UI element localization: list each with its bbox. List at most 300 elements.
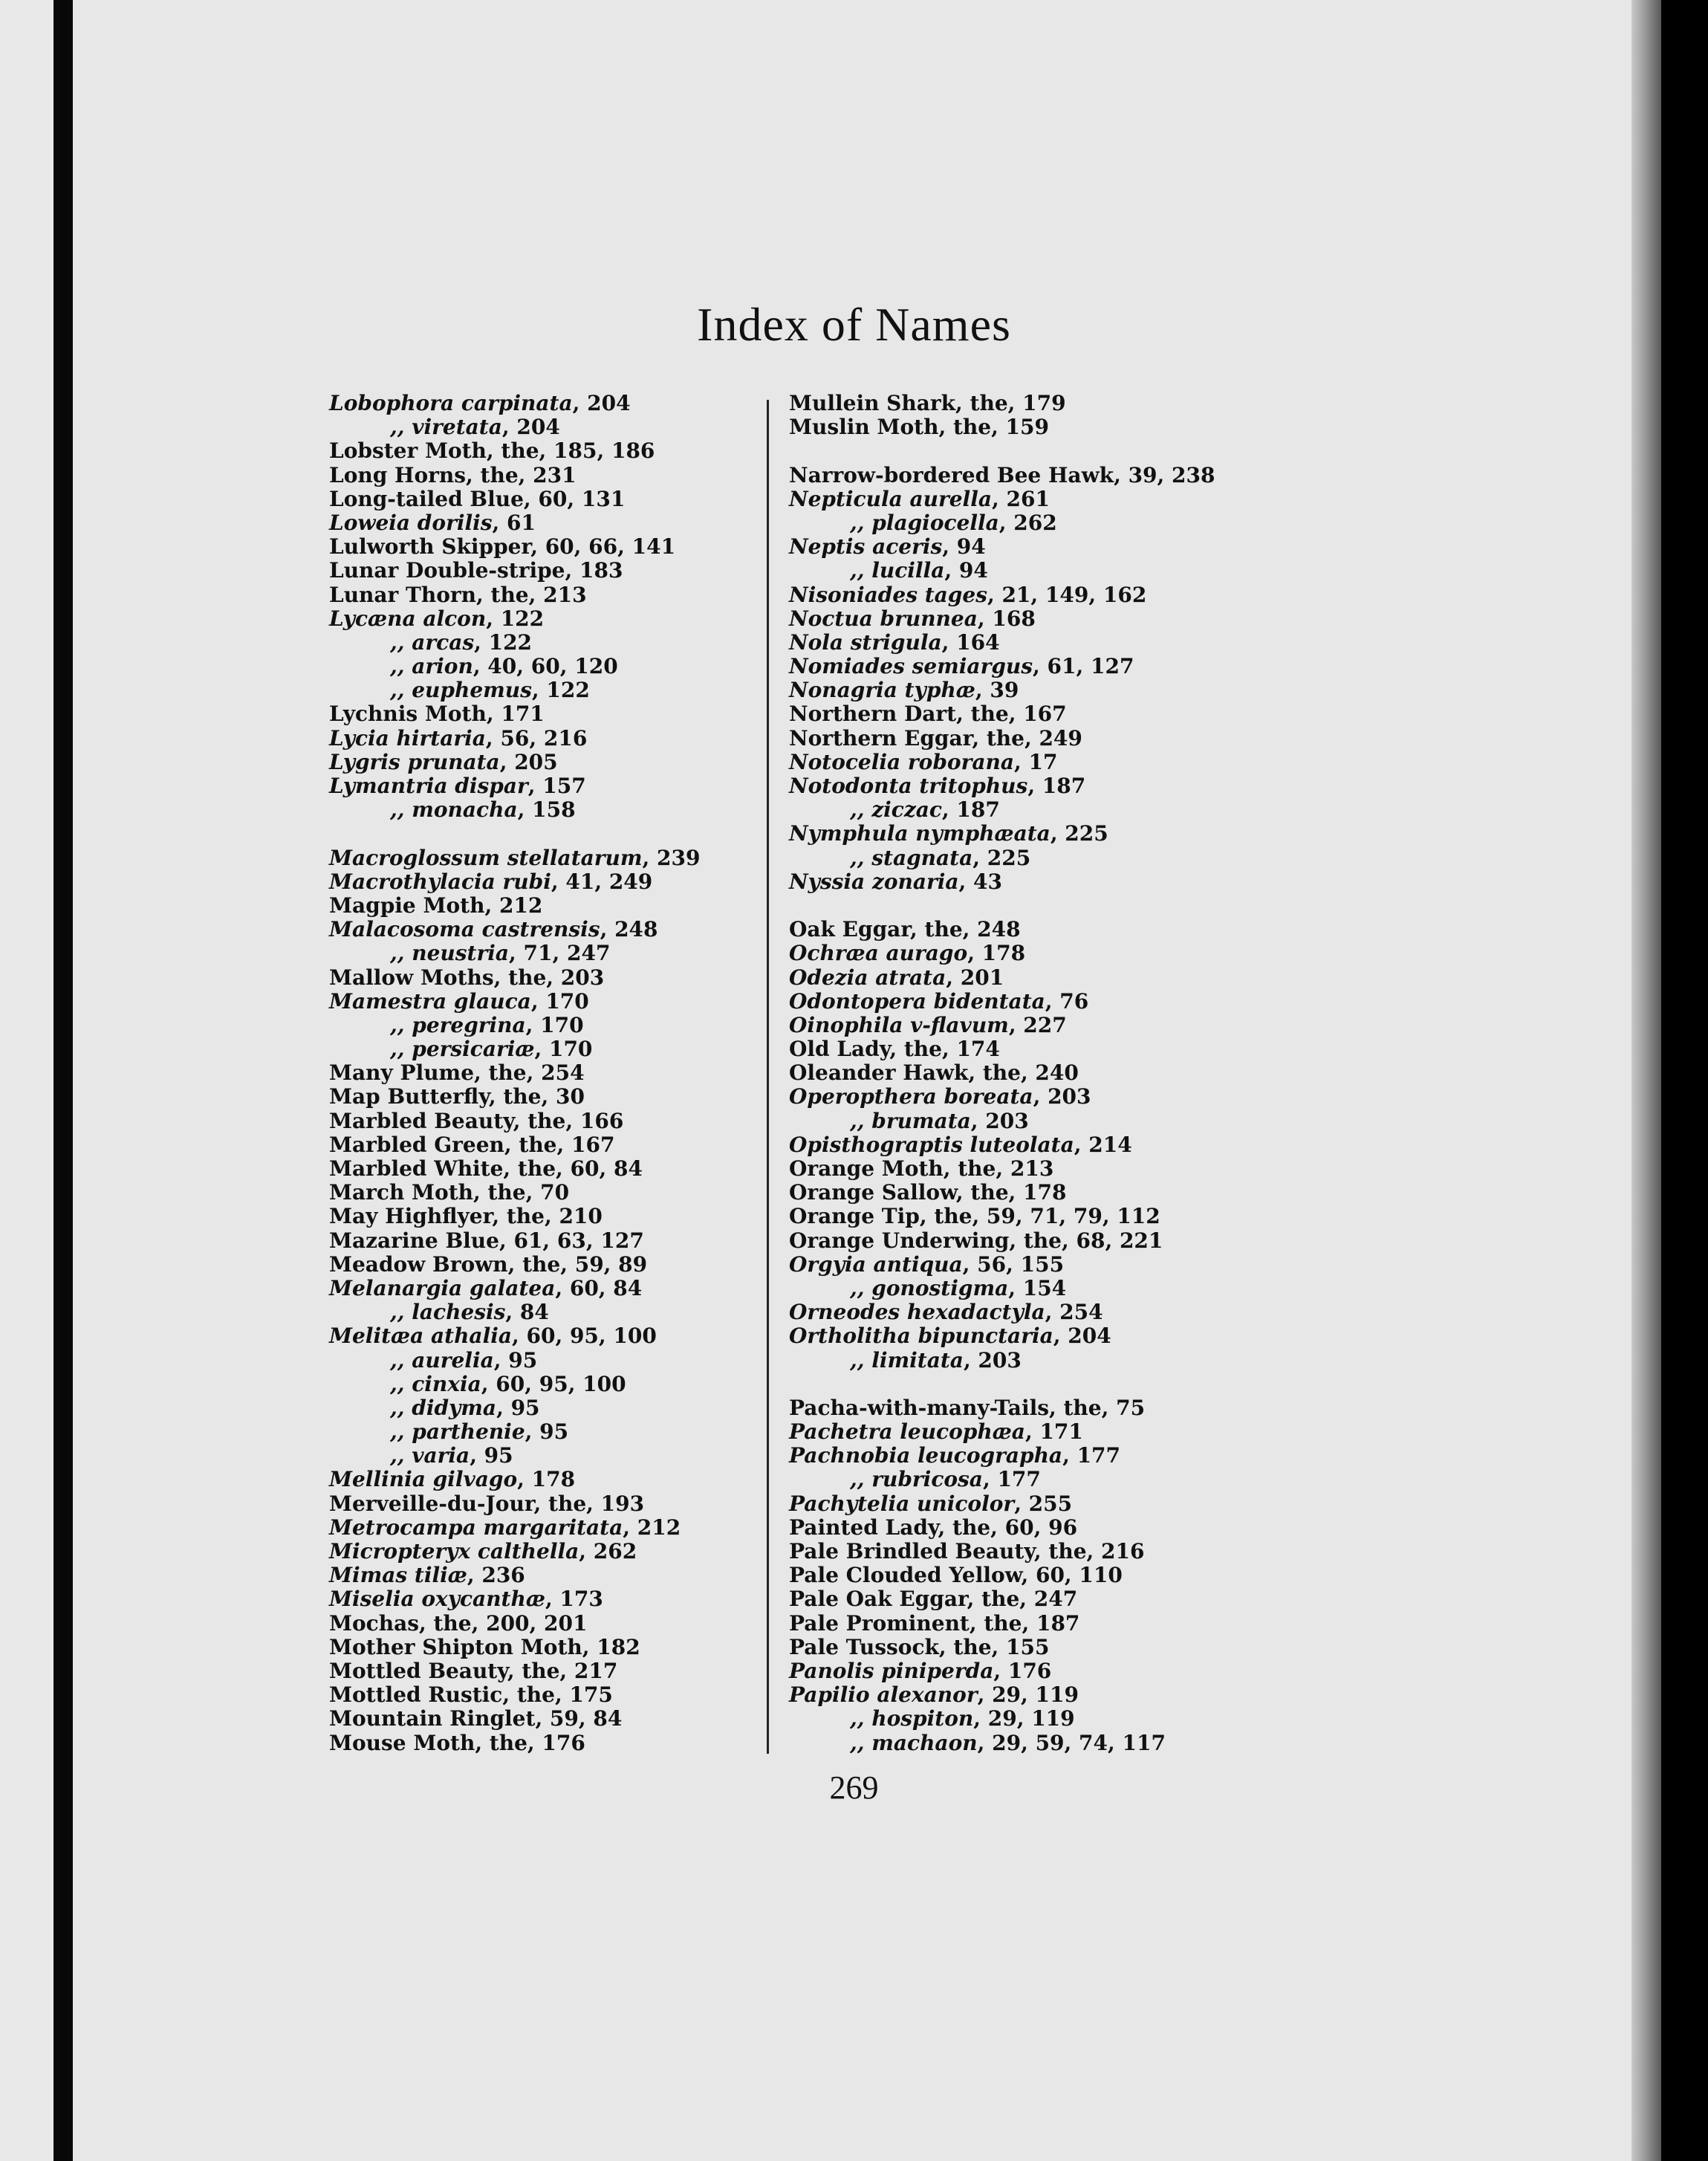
entry-name: ,, varia bbox=[390, 1443, 470, 1468]
index-entry bbox=[789, 415, 1215, 439]
entry-name: Map Butterfly, the bbox=[329, 1084, 542, 1109]
index-subentry bbox=[789, 1277, 1215, 1300]
entry-name: Operopthera boreata bbox=[789, 1084, 1033, 1109]
entry-pages: , 164 bbox=[941, 629, 1000, 655]
entry-name: Papilio alexanor bbox=[789, 1682, 978, 1708]
entry-name: ,, viretata bbox=[390, 415, 502, 440]
entry-name: Lulworth Skipper bbox=[329, 534, 531, 560]
index-subentry bbox=[329, 1396, 700, 1420]
entry-pages: , 173 bbox=[545, 1587, 603, 1612]
entry-pages: , 248 bbox=[962, 917, 1021, 942]
entry-name: ,, arcas bbox=[390, 629, 475, 655]
index-entry bbox=[789, 1659, 1215, 1683]
index-entry bbox=[329, 1085, 700, 1109]
index-entry bbox=[789, 870, 1215, 894]
index-entry bbox=[329, 1205, 700, 1228]
entry-pages: , 95 bbox=[496, 1395, 540, 1420]
entry-name: Mellinia gilvago bbox=[329, 1467, 518, 1492]
entry-name: ,, limitata bbox=[850, 1347, 964, 1373]
entry-pages: , 255 bbox=[1014, 1491, 1073, 1516]
entry-name: ,, plagiocella bbox=[850, 510, 999, 535]
entry-pages: , 204 bbox=[501, 415, 560, 440]
entry-name: Muslin Moth, the bbox=[789, 415, 992, 440]
index-subentry bbox=[329, 631, 700, 655]
entry-name: ,, ziczac bbox=[850, 797, 942, 823]
index-entry bbox=[329, 1587, 700, 1611]
entry-pages: , 29, 119 bbox=[977, 1682, 1079, 1708]
index-entry bbox=[789, 990, 1215, 1014]
entry-name: Nepticula aurella bbox=[789, 486, 992, 511]
entry-pages: , 29, 59, 74, 117 bbox=[977, 1730, 1166, 1755]
entry-pages: , 205 bbox=[499, 749, 558, 774]
entry-name: Narrow-bordered Bee Hawk bbox=[789, 462, 1114, 487]
index-entry bbox=[329, 702, 700, 726]
entry-name: Metrocampa margaritata bbox=[329, 1514, 623, 1540]
entry-name: ,, didyma bbox=[390, 1395, 497, 1420]
entry-pages: , 239 bbox=[642, 845, 701, 870]
entry-pages: , 29, 119 bbox=[973, 1706, 1075, 1731]
index-entry bbox=[329, 966, 700, 990]
entry-name: Pale Tussock, the bbox=[789, 1634, 992, 1659]
entry-name: Nyssia zonaria bbox=[789, 869, 959, 894]
entry-pages: , 170 bbox=[534, 1037, 593, 1062]
entry-pages: , 212 bbox=[484, 892, 543, 918]
entry-pages: , 157 bbox=[527, 774, 586, 798]
entry-pages: , 182 bbox=[582, 1634, 640, 1659]
entry-pages: , 254 bbox=[526, 1060, 585, 1086]
entry-pages: , 203 bbox=[1033, 1084, 1091, 1109]
entry-pages: , 227 bbox=[1008, 1012, 1067, 1037]
entry-name: Orange Sallow, the bbox=[789, 1180, 1009, 1205]
entry-pages: , 225 bbox=[1050, 821, 1108, 846]
entry-name: Northern Eggar, the bbox=[789, 725, 1025, 751]
index-entry bbox=[789, 966, 1215, 990]
entry-name: Orange Underwing, the bbox=[789, 1228, 1062, 1253]
entry-name: Mamestra glauca bbox=[329, 988, 531, 1014]
index-entry bbox=[329, 1229, 700, 1253]
entry-pages: , 154 bbox=[1008, 1275, 1067, 1300]
entry-pages: , 155 bbox=[991, 1634, 1050, 1659]
index-entry bbox=[789, 607, 1215, 631]
entry-name: Micropteryx calthella bbox=[329, 1539, 579, 1564]
entry-name: Odezia atrata bbox=[789, 965, 946, 990]
entry-pages: , 171 bbox=[486, 702, 545, 727]
entry-name: Nisoniades tages bbox=[789, 582, 987, 607]
entry-name: Orgyia antiqua bbox=[789, 1251, 963, 1277]
index-subentry bbox=[329, 655, 700, 678]
entry-name: Neptis aceris bbox=[789, 534, 943, 560]
index-entry bbox=[789, 1587, 1215, 1611]
index-entry bbox=[789, 487, 1215, 511]
entry-pages: , 262 bbox=[579, 1539, 637, 1564]
entry-name: Melitæa athalia bbox=[329, 1324, 512, 1349]
entry-name: ,, stagnata bbox=[850, 845, 973, 870]
entry-pages: , 84 bbox=[505, 1300, 549, 1325]
index-subentry bbox=[329, 1037, 700, 1061]
entry-name: Macrothylacia rubi bbox=[329, 869, 551, 894]
index-entry bbox=[789, 678, 1215, 702]
index-entry bbox=[789, 1181, 1215, 1205]
index-entry bbox=[329, 1133, 700, 1157]
page-number: 269 bbox=[829, 1769, 879, 1806]
entry-pages: , 231 bbox=[518, 462, 577, 487]
page-title: Index of Names bbox=[697, 298, 1011, 351]
index-entry bbox=[329, 607, 700, 631]
entry-pages: , 183 bbox=[565, 558, 623, 583]
entry-name: Oinophila v-flavum bbox=[789, 1012, 1009, 1037]
index-entry bbox=[329, 870, 700, 894]
entry-pages: , 210 bbox=[544, 1204, 603, 1229]
entry-pages: , 71, 247 bbox=[509, 941, 611, 966]
index-entry bbox=[329, 1636, 700, 1659]
entry-pages: , 39, 238 bbox=[1114, 462, 1215, 487]
index-subentry bbox=[329, 1349, 700, 1373]
index-entry bbox=[329, 1707, 700, 1731]
entry-name: Pale Prominent, the bbox=[789, 1610, 1022, 1636]
entry-name: Pale Brindled Beauty, the bbox=[789, 1539, 1087, 1564]
index-entry bbox=[789, 1444, 1215, 1468]
index-entry bbox=[329, 774, 700, 798]
entry-pages: , 203 bbox=[970, 1108, 1029, 1133]
entry-pages: , 175 bbox=[554, 1682, 613, 1708]
entry-name: ,, rubricosa bbox=[850, 1467, 983, 1492]
index-entry bbox=[789, 1157, 1215, 1181]
entry-pages: , 56, 155 bbox=[962, 1251, 1065, 1277]
index-entry bbox=[789, 583, 1215, 607]
entry-name: Mazarine Blue bbox=[329, 1228, 499, 1253]
entry-pages: , 203 bbox=[963, 1347, 1022, 1373]
entry-pages: , 174 bbox=[941, 1037, 1000, 1062]
entry-pages: , 193 bbox=[586, 1491, 645, 1516]
entry-name: Mottled Rustic, the bbox=[329, 1682, 555, 1708]
index-subentry bbox=[789, 559, 1215, 583]
entry-name: Opisthograptis luteolata bbox=[789, 1132, 1074, 1157]
entry-name: ,, lachesis bbox=[390, 1300, 506, 1325]
entry-pages: , 95 bbox=[493, 1347, 538, 1373]
entry-name: March Moth, the bbox=[329, 1180, 526, 1205]
entry-name: Many Plume, the bbox=[329, 1060, 527, 1086]
index-entry bbox=[329, 727, 700, 751]
entry-name: Merveille-du-Jour, the bbox=[329, 1491, 587, 1516]
entry-name: ,, monacha bbox=[390, 797, 518, 823]
entry-name: Mouse Moth, the bbox=[329, 1730, 527, 1755]
index-entry bbox=[789, 1037, 1215, 1061]
index-entry bbox=[329, 392, 700, 415]
entry-name: Lunar Double-stripe bbox=[329, 558, 565, 583]
entry-name: Marbled Beauty, the bbox=[329, 1108, 566, 1133]
index-entry bbox=[789, 727, 1215, 751]
entry-name: Loweia dorilis bbox=[329, 510, 493, 535]
index-entry bbox=[789, 942, 1215, 965]
index-subentry bbox=[789, 1707, 1215, 1731]
entry-pages: , 249 bbox=[1024, 725, 1082, 751]
entry-pages: , 170 bbox=[530, 988, 589, 1014]
entry-name: May Highflyer, the bbox=[329, 1204, 545, 1229]
index-entry bbox=[789, 1253, 1215, 1277]
entry-name: Malacosoma castrensis bbox=[329, 917, 600, 942]
entry-pages: , 225 bbox=[972, 845, 1031, 870]
index-entry bbox=[329, 439, 700, 463]
entry-pages: , 70 bbox=[525, 1180, 570, 1205]
section-gap bbox=[789, 439, 1215, 463]
index-entry bbox=[789, 751, 1215, 774]
entry-name: Orneodes hexadactyla bbox=[789, 1300, 1045, 1325]
entry-pages: , 75 bbox=[1101, 1395, 1146, 1420]
entry-name: ,, persicariæ bbox=[390, 1037, 535, 1062]
entry-pages: , 68, 221 bbox=[1061, 1228, 1163, 1253]
entry-name: Pachetra leucophæa bbox=[789, 1419, 1025, 1445]
index-subentry bbox=[329, 678, 700, 702]
entry-pages: , 167 bbox=[556, 1132, 615, 1157]
entry-name: ,, parthenie bbox=[390, 1419, 525, 1445]
entry-name: Odontopera bidentata bbox=[789, 988, 1045, 1014]
index-entry bbox=[789, 1324, 1215, 1348]
index-entry bbox=[789, 1229, 1215, 1253]
index-entry bbox=[789, 1492, 1215, 1516]
index-entry bbox=[789, 1061, 1215, 1085]
index-entry bbox=[789, 1636, 1215, 1659]
entry-pages: , 203 bbox=[546, 965, 605, 990]
index-entry bbox=[329, 559, 700, 583]
index-entry bbox=[789, 655, 1215, 678]
index-subentry bbox=[789, 511, 1215, 535]
index-entry bbox=[789, 774, 1215, 798]
entry-pages: , 248 bbox=[600, 917, 658, 942]
entry-name: Marbled Green, the bbox=[329, 1132, 557, 1157]
entry-pages: , 240 bbox=[1020, 1060, 1079, 1086]
index-entry bbox=[789, 1133, 1215, 1157]
entry-name: Lygris prunata bbox=[329, 749, 500, 774]
entry-pages: , 167 bbox=[1008, 702, 1067, 727]
entry-name: ,, gonostigma bbox=[850, 1275, 1009, 1300]
index-entry bbox=[329, 894, 700, 918]
entry-pages: , 60, 84 bbox=[556, 1156, 643, 1181]
entry-pages: , 60, 66, 141 bbox=[530, 534, 676, 560]
index-subentry bbox=[789, 1109, 1215, 1133]
index-subentry bbox=[789, 798, 1215, 822]
index-entry bbox=[789, 918, 1215, 942]
entry-pages: , 59, 84 bbox=[535, 1706, 623, 1731]
index-entry bbox=[789, 1396, 1215, 1420]
entry-name: Northern Dart, the bbox=[789, 702, 1009, 727]
entry-name: Long Horns, the bbox=[329, 462, 519, 487]
index-subentry bbox=[329, 1373, 700, 1396]
entry-pages: , 60, 96 bbox=[990, 1514, 1078, 1540]
entry-pages: , 43 bbox=[958, 869, 1002, 894]
entry-pages: , 122 bbox=[531, 678, 590, 703]
index-entry bbox=[329, 1468, 700, 1491]
entry-name: Lobster Moth, the bbox=[329, 438, 539, 464]
entry-name: Pachytelia unicolor bbox=[789, 1491, 1015, 1516]
index-entry bbox=[329, 1181, 700, 1205]
entry-name: Long-tailed Blue bbox=[329, 486, 524, 511]
index-entry bbox=[789, 1564, 1215, 1587]
index-entry bbox=[329, 1277, 700, 1300]
entry-pages: , 40, 60, 120 bbox=[473, 654, 618, 679]
entry-pages: , 216 bbox=[1086, 1539, 1145, 1564]
entry-name: Lycia hirtaria bbox=[329, 725, 486, 751]
entry-pages: , 60, 131 bbox=[523, 486, 626, 511]
entry-pages: , 187 bbox=[1022, 1610, 1080, 1636]
entry-name: Orange Tip, the bbox=[789, 1204, 972, 1229]
entry-pages: , 95 bbox=[525, 1419, 569, 1445]
entry-name: Mallow Moths, the bbox=[329, 965, 547, 990]
index-entry bbox=[329, 1253, 700, 1277]
entry-pages: , 39 bbox=[975, 678, 1019, 703]
entry-pages: , 41, 249 bbox=[551, 869, 653, 894]
entry-pages: , 166 bbox=[565, 1108, 624, 1133]
index-subentry bbox=[329, 942, 700, 965]
index-entry bbox=[329, 1731, 700, 1755]
entry-name: Orange Moth, the bbox=[789, 1156, 996, 1181]
index-entry bbox=[329, 1683, 700, 1707]
entry-pages: , 30 bbox=[541, 1084, 585, 1109]
index-entry bbox=[789, 1205, 1215, 1228]
entry-pages: , 179 bbox=[1007, 391, 1066, 415]
entry-pages: , 17 bbox=[1013, 749, 1058, 774]
entry-name: Oak Eggar, the bbox=[789, 917, 963, 942]
entry-name: Nola strigula bbox=[789, 629, 942, 655]
index-entry bbox=[789, 1300, 1215, 1324]
entry-name: Mother Shipton Moth bbox=[329, 1634, 582, 1659]
entry-pages: , 56, 216 bbox=[485, 725, 588, 751]
entry-name: ,, neustria bbox=[390, 941, 510, 966]
entry-name: Meadow Brown, the bbox=[329, 1251, 561, 1277]
entry-name: Mimas tiliæ bbox=[329, 1563, 467, 1588]
entry-name: Macroglossum stellatarum bbox=[329, 845, 643, 870]
entry-pages: , 76 bbox=[1045, 988, 1089, 1014]
entry-name: Marbled White, the bbox=[329, 1156, 556, 1181]
section-gap bbox=[329, 822, 700, 846]
entry-name: Lychnis Moth bbox=[329, 702, 487, 727]
entry-name: Notodonta tritophus bbox=[789, 774, 1028, 798]
index-entry bbox=[329, 1109, 700, 1133]
index-entry bbox=[329, 464, 700, 487]
entry-pages: , 204 bbox=[572, 391, 631, 415]
entry-name: Oleander Hawk, the bbox=[789, 1060, 1021, 1086]
entry-pages: , 213 bbox=[996, 1156, 1054, 1181]
entry-pages: , 187 bbox=[1027, 774, 1086, 798]
entry-pages: , 177 bbox=[1062, 1443, 1121, 1468]
index-entry bbox=[329, 511, 700, 535]
entry-name: ,, machaon bbox=[850, 1730, 978, 1755]
entry-pages: , 261 bbox=[991, 486, 1050, 511]
entry-name: Mottled Beauty, the bbox=[329, 1658, 560, 1683]
entry-pages: , 21, 149, 162 bbox=[987, 582, 1147, 607]
entry-name: Nomiades semiargus bbox=[789, 654, 1033, 679]
index-subentry bbox=[329, 1300, 700, 1324]
index-subentry bbox=[789, 1349, 1215, 1373]
index-entry bbox=[329, 1612, 700, 1636]
entry-pages: , 217 bbox=[559, 1658, 618, 1683]
index-entry bbox=[789, 1420, 1215, 1444]
entry-name: Ortholitha bipunctaria bbox=[789, 1324, 1053, 1349]
entry-pages: , 60, 95, 100 bbox=[481, 1371, 626, 1396]
index-entry bbox=[789, 631, 1215, 655]
entry-pages: , 170 bbox=[525, 1012, 584, 1037]
index-subentry bbox=[789, 1731, 1215, 1755]
entry-pages: , 204 bbox=[1053, 1324, 1111, 1349]
entry-name: Old Lady, the bbox=[789, 1037, 942, 1062]
entry-name: Melanargia galatea bbox=[329, 1275, 556, 1300]
entry-name: Nonagria typhæ bbox=[789, 678, 975, 703]
index-entry bbox=[329, 846, 700, 870]
entry-pages: , 95 bbox=[470, 1443, 513, 1468]
entry-pages: , 176 bbox=[993, 1658, 1052, 1683]
index-entry bbox=[329, 1516, 700, 1540]
entry-pages: , 60, 95, 100 bbox=[511, 1324, 657, 1349]
index-entry bbox=[329, 1061, 700, 1085]
entry-name: ,, lucilla bbox=[850, 558, 945, 583]
entry-pages: , 158 bbox=[517, 797, 576, 823]
section-gap bbox=[789, 894, 1215, 918]
entry-name: Noctua brunnea bbox=[789, 606, 978, 631]
entry-pages: , 176 bbox=[527, 1730, 585, 1755]
entry-name: Miselia oxycanthæ bbox=[329, 1587, 545, 1612]
index-entry bbox=[329, 918, 700, 942]
entry-pages: , 213 bbox=[528, 582, 587, 607]
entry-name: Nymphula nymphæata bbox=[789, 821, 1051, 846]
entry-name: ,, brumata bbox=[850, 1108, 971, 1133]
entry-pages: , 254 bbox=[1045, 1300, 1103, 1325]
section-gap bbox=[789, 1373, 1215, 1396]
entry-name: ,, euphemus bbox=[390, 678, 532, 703]
entry-name: Lycæna alcon bbox=[329, 606, 487, 631]
entry-name: Pale Oak Eggar, the bbox=[789, 1587, 1020, 1612]
index-entry bbox=[329, 990, 700, 1014]
index-entry bbox=[789, 1516, 1215, 1540]
index-entry bbox=[329, 1540, 700, 1564]
index-column-right bbox=[789, 392, 1215, 1755]
entry-pages: , 178 bbox=[967, 941, 1026, 966]
entry-pages: , 247 bbox=[1019, 1587, 1078, 1612]
entry-name: Panolis piniperda bbox=[789, 1658, 994, 1683]
entry-name: ,, hospiton bbox=[850, 1706, 974, 1731]
index-entry bbox=[329, 1564, 700, 1587]
entry-name: ,, arion bbox=[390, 654, 473, 679]
index-subentry bbox=[329, 415, 700, 439]
index-entry bbox=[789, 392, 1215, 415]
entry-pages: , 212 bbox=[623, 1514, 681, 1540]
entry-name: Painted Lady, the bbox=[789, 1514, 991, 1540]
entry-name: ,, cinxia bbox=[390, 1371, 481, 1396]
entry-pages: , 262 bbox=[999, 510, 1057, 535]
index-entry bbox=[789, 822, 1215, 846]
entry-pages: , 94 bbox=[942, 534, 986, 560]
entry-pages: , 178 bbox=[517, 1467, 576, 1492]
index-entry bbox=[789, 535, 1215, 559]
index-subentry bbox=[329, 1444, 700, 1468]
index-entry bbox=[329, 535, 700, 559]
index-entry bbox=[329, 1492, 700, 1516]
index-entry bbox=[329, 1659, 700, 1683]
index-subentry bbox=[789, 1468, 1215, 1491]
index-entry bbox=[329, 751, 700, 774]
index-subentry bbox=[329, 798, 700, 822]
entry-pages: , 94 bbox=[944, 558, 988, 583]
index-entry bbox=[329, 583, 700, 607]
entry-pages: , 60, 84 bbox=[555, 1275, 643, 1300]
entry-pages: , 61 bbox=[492, 510, 536, 535]
entry-pages: , 178 bbox=[1008, 1180, 1067, 1205]
entry-pages: , 122 bbox=[474, 629, 533, 655]
entry-pages: , 159 bbox=[991, 415, 1050, 440]
index-entry bbox=[789, 464, 1215, 487]
entry-pages: , 60, 110 bbox=[1021, 1563, 1123, 1588]
entry-name: ,, aurelia bbox=[390, 1347, 494, 1373]
entry-pages: , 61, 127 bbox=[1033, 654, 1134, 679]
entry-name: Notocelia roborana bbox=[789, 749, 1014, 774]
